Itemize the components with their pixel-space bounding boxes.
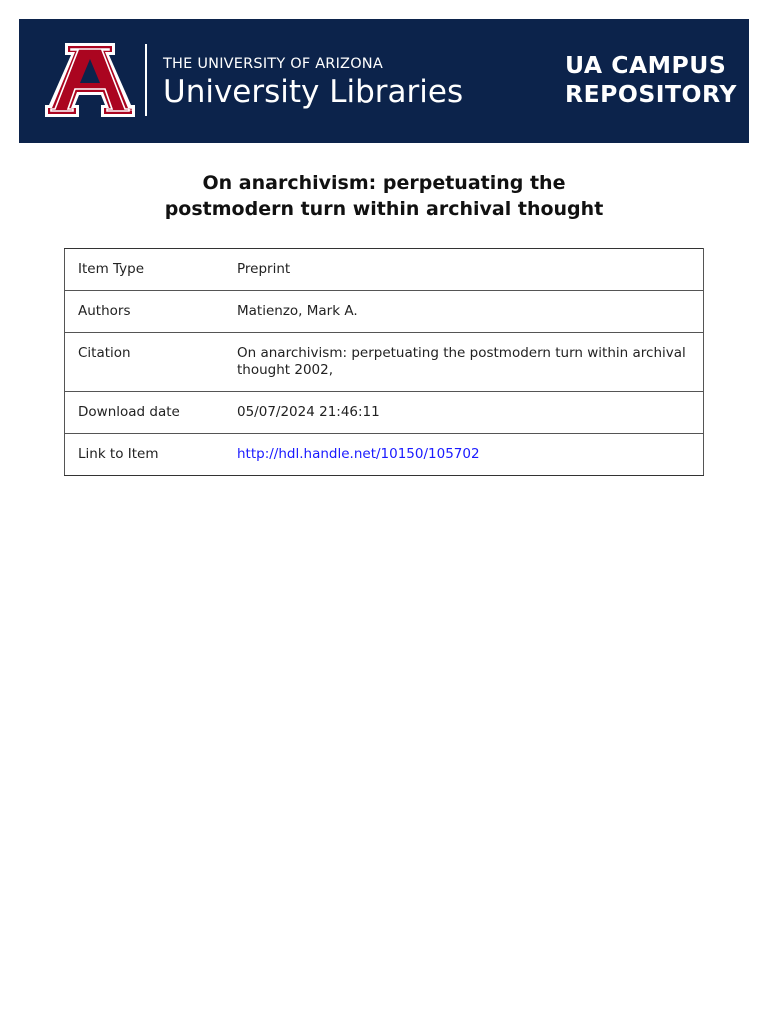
repository-name-line2: REPOSITORY [565, 80, 737, 108]
registered-trademark: ® [127, 104, 135, 113]
university-of-arizona-logo-icon [45, 43, 135, 117]
table-row-link [65, 434, 704, 476]
item-type-label: Item Type [65, 249, 226, 291]
table-row-authors [65, 291, 704, 333]
libraries-name: University Libraries [163, 74, 464, 110]
university-name: THE UNIVERSITY OF ARIZONA [163, 56, 383, 72]
logo-divider [145, 44, 147, 116]
repository-name-line1: UA CAMPUS [565, 51, 727, 79]
item-type-value: Preprint [225, 249, 704, 291]
table-row-download-date [65, 392, 704, 434]
document-title [100, 170, 668, 222]
table-row-citation [65, 333, 704, 392]
repository-name [565, 51, 735, 109]
document-title-line1: On anarchivism: perpetuating the [202, 172, 566, 194]
download-date-label: Download date [65, 392, 226, 434]
link-cell [225, 434, 704, 476]
authors-value: Matienzo, Mark A. [225, 291, 704, 333]
citation-value: On anarchivism: perpetuating the postmodern turn within archival thought 2002, [225, 333, 704, 392]
table-row-item-type [65, 249, 704, 291]
link-label: Link to Item [65, 434, 226, 476]
document-title-line2: postmodern turn within archival thought [164, 198, 604, 220]
authors-label: Authors [65, 291, 226, 333]
item-link[interactable]: http://hdl.handle.net/10150/105702 [237, 446, 480, 462]
metadata-table [64, 248, 704, 476]
download-date-value: 05/07/2024 21:46:11 [225, 392, 704, 434]
header-banner [19, 19, 749, 143]
citation-label: Citation [65, 333, 226, 392]
